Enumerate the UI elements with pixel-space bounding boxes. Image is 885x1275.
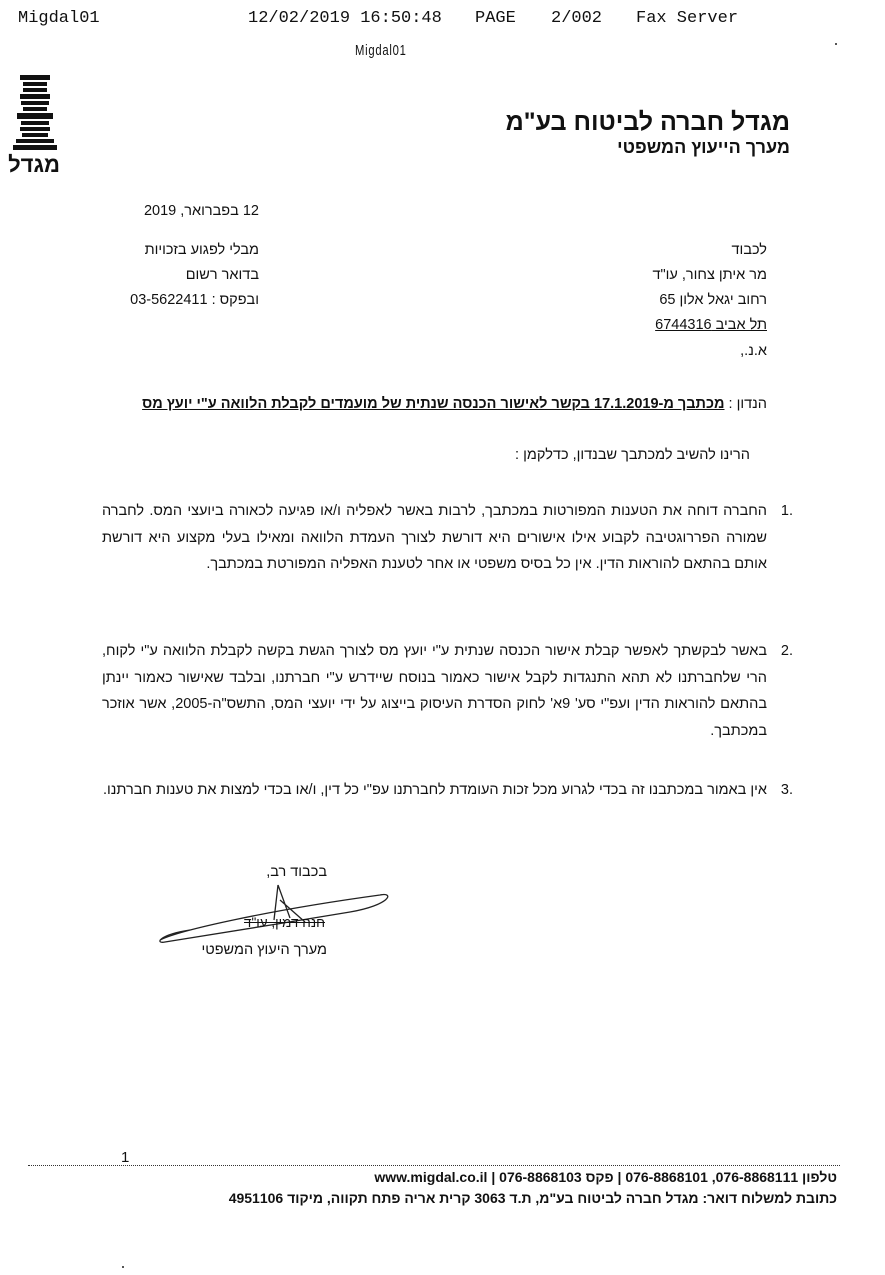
without-prejudice: מבלי לפגוע בזכויות <box>144 242 259 258</box>
paragraph-number: 1. <box>780 503 793 519</box>
paragraph-number: 3. <box>780 782 793 798</box>
paragraph-text: החברה דוחה את הטענות המפורטות במכתבך, לרבות באשר לאפליה ו/או פגיעה לכאורה ביועצי המס. לחברה שמורה הפררוגטיבה לקבוע אילו אישורים היא דורשת לצורך העמדת הלוואה ומאילו בעלי מקצוע היא דורשת אותם בהתאם להוראות הדין. אין כל בסיס משפטי או אחר לטענת האפליה המפורטת במכתבך. <box>102 503 767 572</box>
subject-line <box>142 396 767 412</box>
migdal-logo <box>10 73 60 178</box>
footer-address: כתובת למשלוח דואר: מגדל חברה לביטוח בע"מ, ת.ד 3063 קרית אריה פתח תקווה, מיקוד 4951106 <box>228 1190 837 1206</box>
paragraph-1 <box>102 498 793 578</box>
closing: בכבוד רב, <box>266 864 327 880</box>
department-name: מערך הייעוץ המשפטי <box>617 137 790 157</box>
page-number: 1 <box>121 1149 130 1166</box>
footer-contact: טלפון 076-8868111, 076-8868101 | פקס 076-8868103 | www.migdal.co.il <box>374 1169 837 1185</box>
scan-speck <box>835 43 837 45</box>
paragraph-number: 2. <box>780 643 793 659</box>
scan-speck <box>122 1266 124 1268</box>
subject-text: מכתבך מ-17.1.2019 בקשר לאישור הכנסה שנתית של מועמדים לקבלת הלוואה ע"י יועץ מס <box>142 396 725 412</box>
paragraph-2 <box>102 638 793 744</box>
fax-server: Fax Server <box>636 9 739 28</box>
registered-mail: בדואר רשום <box>185 267 259 283</box>
footer-divider <box>28 1165 840 1166</box>
fax-sub-id: Migdal01 <box>355 42 407 59</box>
subject-label: הנדון : <box>728 396 767 412</box>
company-name: מגדל חברה לביטוח בע"מ <box>505 108 790 136</box>
fax-sender-id: Migdal01 <box>18 9 100 28</box>
fax-page-label: PAGE <box>475 9 516 28</box>
recipient-name: מר איתן צחור, עו"ד <box>652 267 767 283</box>
recipient-city: תל אביב 6744316 <box>655 317 767 333</box>
fax-timestamp: 12/02/2019 16:50:48 <box>248 9 442 28</box>
fax-page-value: 2/002 <box>551 9 603 28</box>
recipient-salutation: לכבוד <box>731 242 767 258</box>
paragraph-3 <box>102 777 793 804</box>
signatory-department: מערך היעוץ המשפטי <box>201 942 327 958</box>
logo-wordmark: מגדל <box>8 152 60 177</box>
intro-text: הרינו להשיב למכתבך שבנדון, כדלקמן : <box>515 447 750 463</box>
paragraph-text: אין באמור במכתבנו זה בכדי לגרוע מכל זכות העומדת לחברתנו עפ"י כל דין, ו/או בכדי למצות את טענות חברתנו. <box>102 782 767 798</box>
fax-number: ובפקס : 03-5622411 <box>130 292 259 308</box>
recipient-greeting: א.נ., <box>740 343 767 359</box>
signatory-name: חנה דמין, עו"ד <box>244 915 325 930</box>
paragraph-text: באשר לבקשתך לאפשר קבלת אישור הכנסה שנתית ע"י יועץ מס לצורך הגשת בקשה לקבלת הלוואה ע"י לקוח, הרי שלחברתנו לא תהא התנגדות לקבל אישור כאמור בנוסח שיידרש ע"י חברתנו, ובלבד שאישור כאמור יינתן בהתאם להוראות הדין ועפ"י סע' 9א' לחוק הסדרת העיסוק בייצוג על ידי יועצי המס, התשס"ה-2005, אשר אוזכר במכתבך. <box>102 643 767 739</box>
letter-date: 12 בפברואר, 2019 <box>143 203 259 219</box>
recipient-street: רחוב יגאל אלון 65 <box>659 292 767 308</box>
